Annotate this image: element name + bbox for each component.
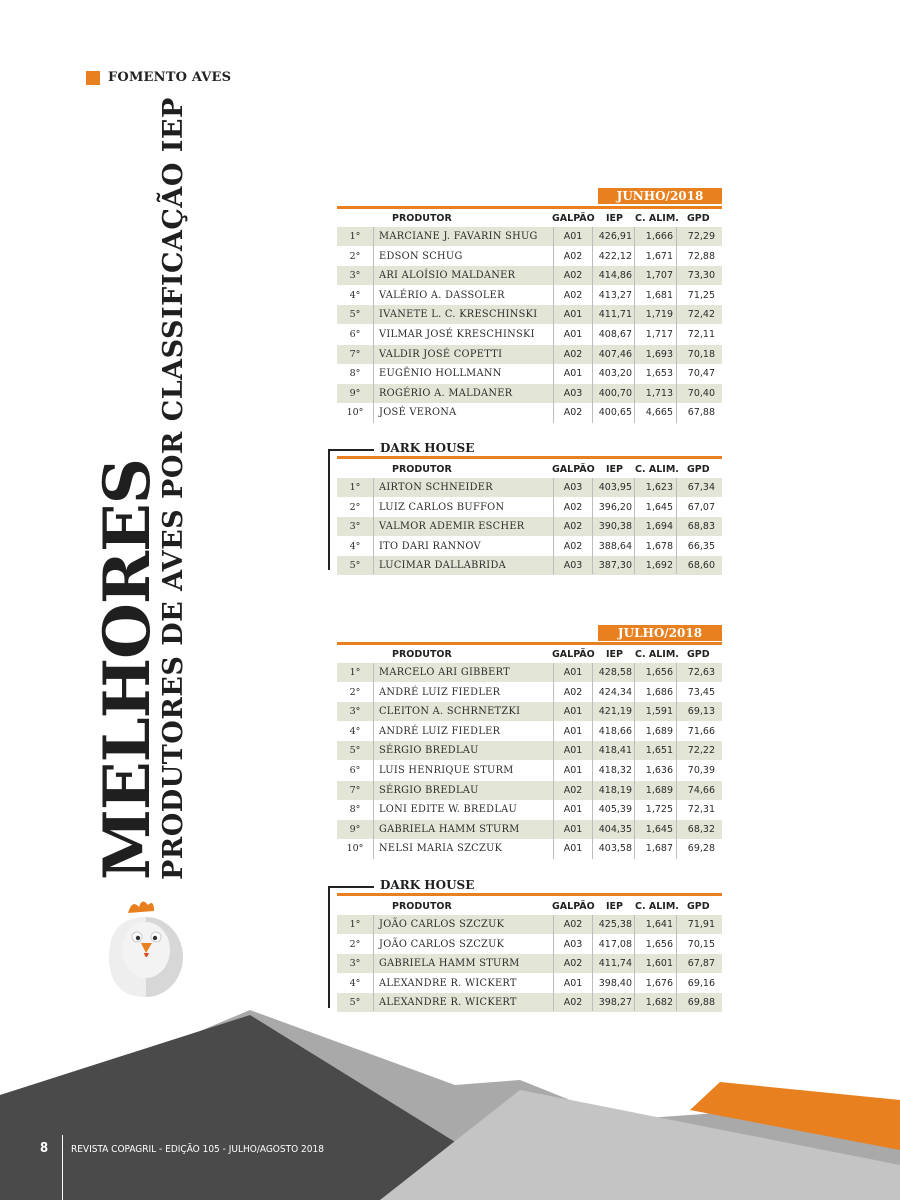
- produtor-cell: EDSON SCHUG: [379, 250, 463, 262]
- table-header: [337, 461, 722, 477]
- produtor-cell: CLEITON A. SCHRNETZKI: [379, 706, 521, 718]
- table-header: [337, 898, 722, 914]
- gpd-cell: 71,91: [687, 919, 715, 930]
- table-row: [337, 683, 722, 702]
- rank-cell: 1°: [349, 667, 361, 678]
- calim-cell: 1,686: [645, 686, 673, 698]
- galpao-cell: A03: [563, 560, 583, 572]
- gpd-cell: 67,88: [687, 407, 715, 419]
- produtor-cell: ALEXANDRE R. WICKERT: [379, 997, 517, 1009]
- iep-cell: 426,91: [598, 231, 632, 242]
- rank-cell: 3°: [349, 706, 361, 718]
- galpao-cell: A01: [563, 667, 583, 678]
- galpao-cell: A01: [563, 745, 583, 757]
- iep-cell: 421,19: [598, 706, 632, 718]
- iep-cell: 388,64: [598, 540, 632, 552]
- calim-cell: 1,676: [645, 977, 673, 989]
- galpao-cell: A02: [563, 407, 583, 419]
- junho-table: [337, 188, 722, 420]
- table-row: [337, 761, 722, 780]
- month-label: JULHO/2018: [598, 625, 722, 641]
- header-iep: IEP: [606, 649, 623, 660]
- iep-cell: 418,41: [598, 745, 632, 757]
- calim-cell: 4,665: [645, 407, 673, 419]
- header-calim: C. ALIM.: [635, 901, 679, 912]
- calim-cell: 1,641: [645, 919, 673, 930]
- orange-rule: [337, 642, 722, 645]
- galpao-cell: A02: [563, 250, 583, 262]
- produtor-cell: LUCIMAR DALLABRIDA: [379, 560, 506, 572]
- calim-cell: 1,719: [645, 309, 673, 321]
- calim-cell: 1,694: [645, 521, 673, 533]
- calim-cell: 1,682: [645, 997, 673, 1009]
- produtor-cell: MARCIANE J. FAVARIN SHUG: [379, 231, 538, 242]
- calim-cell: 1,707: [645, 270, 673, 282]
- produtor-cell: VALÉRIO A. DASSOLER: [379, 289, 505, 301]
- orange-rule: [337, 456, 722, 459]
- table-row: [337, 781, 722, 800]
- table-body: [337, 227, 722, 423]
- header-gpd: GPD: [687, 464, 710, 475]
- gpd-cell: 74,66: [687, 784, 715, 796]
- iep-cell: 411,74: [598, 958, 632, 970]
- table-row: [337, 702, 722, 721]
- calim-cell: 1,636: [645, 765, 673, 776]
- calim-cell: 1,645: [645, 823, 673, 835]
- galpao-cell: A01: [563, 231, 583, 242]
- table-body: [337, 478, 722, 574]
- table-body: [337, 915, 722, 1011]
- rank-cell: 2°: [349, 501, 361, 513]
- orange-square-icon: [86, 71, 100, 85]
- section-tag: [86, 70, 231, 85]
- calim-cell: 1,689: [645, 725, 673, 737]
- rank-cell: 9°: [349, 387, 361, 399]
- table-row: [337, 741, 722, 760]
- rank-cell: 2°: [349, 686, 361, 698]
- rank-cell: 10°: [346, 407, 364, 419]
- rank-cell: 5°: [349, 745, 361, 757]
- gpd-cell: 69,28: [687, 843, 715, 855]
- gpd-cell: 73,45: [687, 686, 715, 698]
- produtor-cell: ARI ALOÍSIO MALDANER: [379, 270, 516, 282]
- rank-cell: 5°: [349, 997, 361, 1009]
- rank-cell: 1°: [349, 231, 361, 242]
- galpao-cell: A02: [563, 919, 583, 930]
- chicken-illustration: [106, 895, 186, 1000]
- table-row: [337, 325, 722, 344]
- calim-cell: 1,645: [645, 501, 673, 513]
- iep-cell: 387,30: [598, 560, 632, 572]
- galpao-cell: A02: [563, 270, 583, 282]
- iep-cell: 411,71: [598, 309, 632, 321]
- table-row: [337, 286, 722, 305]
- galpao-cell: A01: [563, 765, 583, 776]
- produtor-cell: NELSI MARIA SZCZUK: [379, 843, 503, 855]
- produtor-cell: ROGÉRIO A. MALDANER: [379, 387, 513, 399]
- header-gpd: GPD: [687, 213, 710, 224]
- iep-cell: 403,58: [598, 843, 632, 855]
- produtor-cell: ANDRÉ LUIZ FIEDLER: [379, 686, 501, 698]
- iep-cell: 413,27: [598, 289, 632, 301]
- dark-mountain-shape: [0, 1015, 460, 1200]
- rank-cell: 9°: [349, 823, 361, 835]
- calim-cell: 1,717: [645, 329, 673, 340]
- orange-rule: [337, 893, 722, 896]
- gpd-cell: 70,40: [687, 387, 715, 399]
- junho-dark-house-table: [337, 456, 722, 572]
- galpao-cell: A01: [563, 823, 583, 835]
- calim-cell: 1,713: [645, 387, 673, 399]
- iep-cell: 418,32: [598, 765, 632, 776]
- vertical-title: [90, 97, 189, 880]
- iep-cell: 390,38: [598, 521, 632, 533]
- calim-cell: 1,693: [645, 348, 673, 360]
- galpao-cell: A01: [563, 329, 583, 340]
- gpd-cell: 71,66: [687, 725, 715, 737]
- gpd-cell: 70,39: [687, 765, 715, 776]
- iep-cell: 398,27: [598, 997, 632, 1009]
- table-row: [337, 384, 722, 403]
- galpao-cell: A03: [563, 387, 583, 399]
- calim-cell: 1,656: [645, 938, 673, 950]
- julho-table: [337, 625, 722, 860]
- table-row: [337, 556, 722, 575]
- produtor-cell: VALDIR JOSÉ COPETTI: [379, 348, 503, 360]
- table-row: [337, 974, 722, 993]
- calim-cell: 1,678: [645, 540, 673, 552]
- gpd-cell: 67,07: [687, 501, 715, 513]
- iep-cell: 414,86: [598, 270, 632, 282]
- produtor-cell: VILMAR JOSÉ KRESCHINSKI: [379, 329, 535, 340]
- calim-cell: 1,656: [645, 667, 673, 678]
- iep-cell: 403,95: [598, 482, 632, 493]
- produtor-cell: JOSÉ VERONA: [379, 407, 457, 419]
- header-iep: IEP: [606, 213, 623, 224]
- iep-cell: 417,08: [598, 938, 632, 950]
- dark-house-bracket: [328, 886, 330, 1008]
- gpd-cell: 70,15: [687, 938, 715, 950]
- table-header: [337, 210, 722, 226]
- gpd-cell: 72,29: [687, 231, 715, 242]
- produtor-cell: LONI EDITE W. BREDLAU: [379, 804, 518, 816]
- header-galpao: GALPÃO: [552, 213, 595, 224]
- gpd-cell: 66,35: [687, 540, 715, 552]
- rank-cell: 3°: [349, 958, 361, 970]
- produtor-cell: ITO DARI RANNOV: [379, 540, 481, 552]
- gpd-cell: 70,47: [687, 368, 715, 380]
- rank-cell: 2°: [349, 250, 361, 262]
- table-row: [337, 993, 722, 1012]
- month-label: JUNHO/2018: [598, 188, 722, 204]
- header-produtor: PRODUTOR: [392, 464, 452, 475]
- table-row: [337, 800, 722, 819]
- rank-cell: 7°: [349, 784, 361, 796]
- galpao-cell: A02: [563, 501, 583, 513]
- iep-cell: 408,67: [598, 329, 632, 340]
- galpao-cell: A02: [563, 348, 583, 360]
- iep-cell: 425,38: [598, 919, 632, 930]
- table-row: [337, 498, 722, 517]
- orange-rule: [337, 206, 722, 209]
- produtor-cell: GABRIELA HAMM STURM: [379, 958, 520, 970]
- header-calim: C. ALIM.: [635, 213, 679, 224]
- iep-cell: 405,39: [598, 804, 632, 816]
- iep-cell: 404,35: [598, 823, 632, 835]
- table-row: [337, 364, 722, 383]
- produtor-cell: EUGÊNIO HOLLMANN: [379, 368, 502, 380]
- gpd-cell: 72,22: [687, 745, 715, 757]
- header-galpao: GALPÃO: [552, 901, 595, 912]
- section-label: FOMENTO AVES: [108, 70, 232, 85]
- header-galpao: GALPÃO: [552, 464, 595, 475]
- gpd-cell: 72,11: [687, 329, 715, 340]
- rank-cell: 4°: [349, 725, 361, 737]
- dark-house-bracket: [328, 449, 330, 570]
- galpao-cell: A01: [563, 804, 583, 816]
- calim-cell: 1,623: [645, 482, 673, 493]
- table-row: [337, 537, 722, 556]
- calim-cell: 1,681: [645, 289, 673, 301]
- galpao-cell: A02: [563, 540, 583, 552]
- header-galpao: GALPÃO: [552, 649, 595, 660]
- iep-cell: 418,66: [598, 725, 632, 737]
- produtor-cell: VALMOR ADEMIR ESCHER: [379, 521, 525, 533]
- header-iep: IEP: [606, 464, 623, 475]
- header-gpd: GPD: [687, 901, 710, 912]
- rank-cell: 10°: [346, 843, 364, 855]
- galpao-cell: A01: [563, 843, 583, 855]
- produtor-cell: SÉRGIO BREDLAU: [379, 784, 479, 796]
- table-row: [337, 954, 722, 973]
- calim-cell: 1,651: [645, 745, 673, 757]
- iep-cell: 424,34: [598, 686, 632, 698]
- calim-cell: 1,591: [645, 706, 673, 718]
- produtor-cell: JOÃO CARLOS SZCZUK: [379, 938, 505, 950]
- header-calim: C. ALIM.: [635, 464, 679, 475]
- rank-cell: 6°: [349, 765, 361, 776]
- calim-cell: 1,653: [645, 368, 673, 380]
- rank-cell: 3°: [349, 270, 361, 282]
- rank-cell: 5°: [349, 560, 361, 572]
- rank-cell: 8°: [349, 804, 361, 816]
- title-sub: PRODUTORES DE AVES POR CLASSIFICAÇÃO IEP: [158, 97, 189, 880]
- iep-cell: 403,20: [598, 368, 632, 380]
- rank-cell: 4°: [349, 289, 361, 301]
- gpd-cell: 71,25: [687, 289, 715, 301]
- table-body: [337, 663, 722, 859]
- dark-house-label: DARK HOUSE: [380, 441, 475, 455]
- table-row: [337, 345, 722, 364]
- produtor-cell: MARCELO ARI GIBBERT: [379, 667, 510, 678]
- table-row: [337, 935, 722, 954]
- iep-cell: 400,65: [598, 407, 632, 419]
- calim-cell: 1,725: [645, 804, 673, 816]
- table-row: [337, 478, 722, 497]
- galpao-cell: A02: [563, 289, 583, 301]
- calim-cell: 1,601: [645, 958, 673, 970]
- rank-cell: 3°: [349, 521, 361, 533]
- gpd-cell: 67,87: [687, 958, 715, 970]
- gpd-cell: 73,30: [687, 270, 715, 282]
- table-row: [337, 227, 722, 246]
- galpao-cell: A01: [563, 706, 583, 718]
- rank-cell: 6°: [349, 329, 361, 340]
- table-row: [337, 247, 722, 266]
- title-main: MELHORES: [90, 458, 165, 880]
- header-iep: IEP: [606, 901, 623, 912]
- header-produtor: PRODUTOR: [392, 213, 452, 224]
- table-row: [337, 915, 722, 934]
- iep-cell: 407,46: [598, 348, 632, 360]
- gpd-cell: 68,60: [687, 560, 715, 572]
- rank-cell: 4°: [349, 977, 361, 989]
- galpao-cell: A01: [563, 368, 583, 380]
- rank-cell: 1°: [349, 919, 361, 930]
- gpd-cell: 69,16: [687, 977, 715, 989]
- gpd-cell: 72,88: [687, 250, 715, 262]
- table-row: [337, 839, 722, 858]
- produtor-cell: SÉRGIO BREDLAU: [379, 745, 479, 757]
- galpao-cell: A02: [563, 686, 583, 698]
- header-produtor: PRODUTOR: [392, 901, 452, 912]
- gpd-cell: 68,32: [687, 823, 715, 835]
- dark-house-rule: [328, 449, 374, 451]
- galpao-cell: A03: [563, 482, 583, 493]
- calim-cell: 1,666: [645, 231, 673, 242]
- gpd-cell: 67,34: [687, 482, 715, 493]
- produtor-cell: ALEXANDRE R. WICKERT: [379, 977, 517, 989]
- table-header: [337, 646, 722, 662]
- produtor-cell: LUIZ CARLOS BUFFON: [379, 501, 505, 513]
- iep-cell: 422,12: [598, 250, 632, 262]
- table-row: [337, 517, 722, 536]
- galpao-cell: A02: [563, 784, 583, 796]
- calim-cell: 1,689: [645, 784, 673, 796]
- footer-publication: REVISTA COPAGRIL - EDIÇÃO 105 - JULHO/AGOSTO 2018: [71, 1144, 324, 1155]
- rank-cell: 7°: [349, 348, 361, 360]
- produtor-cell: AIRTON SCHNEIDER: [379, 482, 493, 493]
- table-row: [337, 403, 722, 422]
- header-calim: C. ALIM.: [635, 649, 679, 660]
- rank-cell: 5°: [349, 309, 361, 321]
- footer: [40, 1141, 324, 1156]
- produtor-cell: ANDRÉ LUIZ FIEDLER: [379, 725, 501, 737]
- produtor-cell: JOÃO CARLOS SZCZUK: [379, 919, 505, 930]
- produtor-cell: GABRIELA HAMM STURM: [379, 823, 520, 835]
- iep-cell: 428,58: [598, 667, 632, 678]
- iep-cell: 400,70: [598, 387, 632, 399]
- table-row: [337, 266, 722, 285]
- iep-cell: 396,20: [598, 501, 632, 513]
- iep-cell: 398,40: [598, 977, 632, 989]
- calim-cell: 1,687: [645, 843, 673, 855]
- rank-cell: 8°: [349, 368, 361, 380]
- table-row: [337, 722, 722, 741]
- table-row: [337, 305, 722, 324]
- gpd-cell: 69,13: [687, 706, 715, 718]
- table-row: [337, 820, 722, 839]
- gpd-cell: 68,83: [687, 521, 715, 533]
- rank-cell: 2°: [349, 938, 361, 950]
- produtor-cell: IVANETE L. C. KRESCHINSKI: [379, 309, 538, 321]
- gpd-cell: 69,88: [687, 997, 715, 1009]
- julho-dark-house-table: [337, 893, 722, 1011]
- galpao-cell: A01: [563, 725, 583, 737]
- header-gpd: GPD: [687, 649, 710, 660]
- gpd-cell: 72,42: [687, 309, 715, 321]
- rank-cell: 4°: [349, 540, 361, 552]
- calim-cell: 1,692: [645, 560, 673, 572]
- gpd-cell: 72,31: [687, 804, 715, 816]
- dark-house-label: DARK HOUSE: [380, 878, 475, 892]
- page-number: 8: [40, 1141, 49, 1156]
- produtor-cell: LUIS HENRIQUE STURM: [379, 765, 514, 776]
- calim-cell: 1,671: [645, 250, 673, 262]
- table-row: [337, 663, 722, 682]
- galpao-cell: A02: [563, 521, 583, 533]
- galpao-cell: A01: [563, 309, 583, 321]
- galpao-cell: A02: [563, 958, 583, 970]
- rank-cell: 1°: [349, 482, 361, 493]
- galpao-cell: A03: [563, 938, 583, 950]
- header-produtor: PRODUTOR: [392, 649, 452, 660]
- gpd-cell: 72,63: [687, 667, 715, 678]
- dark-house-rule: [328, 886, 374, 888]
- iep-cell: 418,19: [598, 784, 632, 796]
- galpao-cell: A01: [563, 977, 583, 989]
- galpao-cell: A02: [563, 997, 583, 1009]
- gpd-cell: 70,18: [687, 348, 715, 360]
